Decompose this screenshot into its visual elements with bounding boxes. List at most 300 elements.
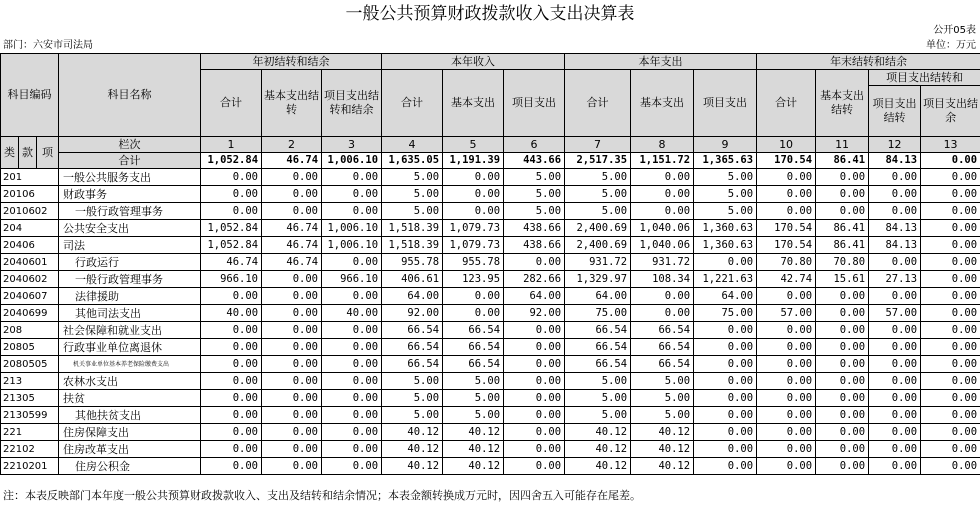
row-cell: 0.00 bbox=[504, 458, 565, 475]
row-cell: 0.00 bbox=[631, 305, 694, 322]
row-cell: 1,221.63 bbox=[694, 271, 757, 288]
row-cell: 0.00 bbox=[869, 356, 921, 373]
table-row bbox=[1, 220, 980, 237]
table-row bbox=[1, 186, 980, 203]
row-cell: 0.00 bbox=[694, 407, 757, 424]
total-cell: 1,635.05 bbox=[382, 153, 443, 169]
row-cell: 40.12 bbox=[443, 458, 504, 475]
row-cell: 46.74 bbox=[262, 254, 322, 271]
row-name: 社会保障和就业支出 bbox=[59, 322, 201, 339]
row-cell: 0.00 bbox=[201, 322, 262, 339]
row-cell: 0.00 bbox=[869, 186, 921, 203]
header-closing-total: 合计 bbox=[757, 70, 816, 137]
row-name: 住房改革支出 bbox=[59, 441, 201, 458]
row-cell: 0.00 bbox=[757, 322, 816, 339]
row-cell: 0.00 bbox=[504, 441, 565, 458]
header-income-basic: 基本支出 bbox=[443, 70, 504, 137]
row-cell: 40.12 bbox=[382, 441, 443, 458]
row-cell: 5.00 bbox=[382, 169, 443, 186]
row-cell: 0.00 bbox=[201, 407, 262, 424]
header-xiang: 项 bbox=[37, 137, 59, 169]
budget-table bbox=[0, 53, 980, 475]
row-cell: 1,518.39 bbox=[382, 237, 443, 254]
row-cell: 2,400.69 bbox=[565, 220, 631, 237]
footnote: 注：本表反映部门本年度一般公共预算财政拨款收入、支出及结转和结余情况；本表金额转换成万元时，因四舍五入可能存在尾差。 bbox=[3, 489, 641, 502]
row-cell: 0.00 bbox=[631, 186, 694, 203]
row-code: 2080505 bbox=[1, 356, 59, 373]
row-cell: 0.00 bbox=[262, 356, 322, 373]
row-code: 2040699 bbox=[1, 305, 59, 322]
row-cell: 0.00 bbox=[869, 458, 921, 475]
row-cell: 0.00 bbox=[757, 288, 816, 305]
row-name: 法律援助 bbox=[59, 288, 201, 305]
row-cell: 0.00 bbox=[757, 169, 816, 186]
header-income: 本年收入 bbox=[382, 54, 565, 70]
row-cell: 0.00 bbox=[694, 424, 757, 441]
row-code: 2010602 bbox=[1, 203, 59, 220]
row-cell: 46.74 bbox=[201, 254, 262, 271]
header-closing: 年末结转和结余 bbox=[757, 54, 980, 70]
row-cell: 86.41 bbox=[816, 237, 869, 254]
header-subject-name: 科目名称 bbox=[59, 54, 201, 137]
table-row bbox=[1, 237, 980, 254]
row-cell: 0.00 bbox=[201, 288, 262, 305]
col-number: 5 bbox=[443, 137, 504, 153]
row-cell: 0.00 bbox=[694, 458, 757, 475]
row-cell: 0.00 bbox=[262, 424, 322, 441]
row-cell: 0.00 bbox=[262, 441, 322, 458]
row-cell: 0.00 bbox=[201, 373, 262, 390]
total-cell: 1,006.10 bbox=[322, 153, 382, 169]
row-name: 司法 bbox=[59, 237, 201, 254]
row-cell: 0.00 bbox=[921, 203, 980, 220]
row-cell: 0.00 bbox=[816, 441, 869, 458]
table-row bbox=[1, 441, 980, 458]
row-cell: 5.00 bbox=[382, 407, 443, 424]
row-cell: 0.00 bbox=[816, 169, 869, 186]
row-cell: 0.00 bbox=[757, 186, 816, 203]
row-cell: 64.00 bbox=[694, 288, 757, 305]
row-code: 20106 bbox=[1, 186, 59, 203]
row-cell: 5.00 bbox=[631, 407, 694, 424]
row-cell: 40.12 bbox=[565, 441, 631, 458]
row-cell: 0.00 bbox=[504, 339, 565, 356]
row-cell: 0.00 bbox=[816, 305, 869, 322]
row-cell: 0.00 bbox=[504, 373, 565, 390]
col-number: 4 bbox=[382, 137, 443, 153]
row-cell: 66.54 bbox=[443, 322, 504, 339]
table-row bbox=[1, 458, 980, 475]
row-cell: 0.00 bbox=[262, 373, 322, 390]
row-cell: 5.00 bbox=[504, 203, 565, 220]
row-cell: 0.00 bbox=[921, 407, 980, 424]
row-cell: 40.00 bbox=[322, 305, 382, 322]
row-cell: 0.00 bbox=[694, 441, 757, 458]
col-number: 7 bbox=[565, 137, 631, 153]
row-cell: 0.00 bbox=[816, 458, 869, 475]
row-cell: 0.00 bbox=[869, 424, 921, 441]
header-expense-basic: 基本支出 bbox=[631, 70, 694, 137]
row-cell: 5.00 bbox=[504, 169, 565, 186]
row-cell: 0.00 bbox=[757, 356, 816, 373]
row-cell: 0.00 bbox=[694, 373, 757, 390]
row-name: 机关事业单位基本养老保险缴费支出 bbox=[59, 356, 201, 373]
row-cell: 46.74 bbox=[262, 237, 322, 254]
row-cell: 955.78 bbox=[382, 254, 443, 271]
row-cell: 0.00 bbox=[816, 356, 869, 373]
col-number: 2 bbox=[262, 137, 322, 153]
row-cell: 0.00 bbox=[322, 186, 382, 203]
table-row bbox=[1, 271, 980, 288]
row-cell: 0.00 bbox=[201, 203, 262, 220]
row-cell: 0.00 bbox=[757, 458, 816, 475]
row-cell: 438.66 bbox=[504, 237, 565, 254]
header-opening-basic: 基本支出结转 bbox=[262, 70, 322, 137]
row-cell: 0.00 bbox=[201, 169, 262, 186]
row-cell: 0.00 bbox=[262, 169, 322, 186]
row-name: 一般公共服务支出 bbox=[59, 169, 201, 186]
row-cell: 5.00 bbox=[382, 186, 443, 203]
row-cell: 66.54 bbox=[565, 356, 631, 373]
table-row bbox=[1, 424, 980, 441]
table-row bbox=[1, 407, 980, 424]
row-cell: 0.00 bbox=[816, 288, 869, 305]
row-cell: 66.54 bbox=[565, 322, 631, 339]
row-cell: 0.00 bbox=[322, 356, 382, 373]
row-cell: 0.00 bbox=[869, 441, 921, 458]
row-cell: 86.41 bbox=[816, 220, 869, 237]
row-code: 20406 bbox=[1, 237, 59, 254]
row-cell: 1,360.63 bbox=[694, 237, 757, 254]
header-expense-project: 项目支出 bbox=[694, 70, 757, 137]
total-row bbox=[1, 153, 980, 169]
row-cell: 66.54 bbox=[382, 322, 443, 339]
header-closing-project-carry: 项目支出结转 bbox=[869, 86, 921, 137]
row-cell: 1,518.39 bbox=[382, 220, 443, 237]
row-cell: 0.00 bbox=[757, 339, 816, 356]
row-cell: 0.00 bbox=[694, 339, 757, 356]
row-cell: 5.00 bbox=[443, 390, 504, 407]
row-cell: 0.00 bbox=[322, 322, 382, 339]
row-cell: 0.00 bbox=[921, 322, 980, 339]
row-cell: 0.00 bbox=[262, 288, 322, 305]
col-number: 10 bbox=[757, 137, 816, 153]
row-cell: 40.12 bbox=[382, 458, 443, 475]
row-name: 扶贫 bbox=[59, 390, 201, 407]
row-cell: 0.00 bbox=[631, 203, 694, 220]
row-cell: 0.00 bbox=[201, 356, 262, 373]
row-cell: 0.00 bbox=[201, 390, 262, 407]
row-cell: 0.00 bbox=[262, 203, 322, 220]
table-row bbox=[1, 373, 980, 390]
row-cell: 0.00 bbox=[201, 424, 262, 441]
total-cell: 1,151.72 bbox=[631, 153, 694, 169]
row-cell: 5.00 bbox=[565, 169, 631, 186]
row-cell: 1,006.10 bbox=[322, 220, 382, 237]
row-cell: 0.00 bbox=[921, 220, 980, 237]
row-cell: 64.00 bbox=[382, 288, 443, 305]
col-number: 1 bbox=[201, 137, 262, 153]
header-kuan: 款 bbox=[19, 137, 37, 169]
row-cell: 0.00 bbox=[504, 390, 565, 407]
row-cell: 64.00 bbox=[504, 288, 565, 305]
row-cell: 66.54 bbox=[565, 339, 631, 356]
row-code: 2040602 bbox=[1, 271, 59, 288]
row-cell: 0.00 bbox=[262, 305, 322, 322]
row-cell: 108.34 bbox=[631, 271, 694, 288]
col-number: 8 bbox=[631, 137, 694, 153]
row-cell: 0.00 bbox=[322, 458, 382, 475]
row-cell: 75.00 bbox=[565, 305, 631, 322]
row-cell: 1,329.97 bbox=[565, 271, 631, 288]
col-number: 13 bbox=[921, 137, 980, 153]
row-code: 221 bbox=[1, 424, 59, 441]
row-cell: 0.00 bbox=[322, 254, 382, 271]
row-code: 208 bbox=[1, 322, 59, 339]
row-cell: 5.00 bbox=[565, 186, 631, 203]
row-name: 住房公积金 bbox=[59, 458, 201, 475]
row-cell: 0.00 bbox=[921, 169, 980, 186]
row-cell: 0.00 bbox=[816, 373, 869, 390]
row-cell: 0.00 bbox=[816, 339, 869, 356]
row-cell: 0.00 bbox=[921, 373, 980, 390]
header-closing-basic: 基本支出结转 bbox=[816, 70, 869, 137]
row-cell: 40.12 bbox=[443, 424, 504, 441]
row-cell: 5.00 bbox=[631, 390, 694, 407]
row-code: 2130599 bbox=[1, 407, 59, 424]
table-row bbox=[1, 254, 980, 271]
row-cell: 0.00 bbox=[869, 169, 921, 186]
row-cell: 438.66 bbox=[504, 220, 565, 237]
row-cell: 66.54 bbox=[382, 356, 443, 373]
row-code: 2040601 bbox=[1, 254, 59, 271]
row-cell: 0.00 bbox=[322, 441, 382, 458]
row-cell: 1,360.63 bbox=[694, 220, 757, 237]
row-cell: 955.78 bbox=[443, 254, 504, 271]
row-cell: 40.12 bbox=[631, 458, 694, 475]
row-cell: 57.00 bbox=[757, 305, 816, 322]
row-cell: 0.00 bbox=[322, 203, 382, 220]
row-cell: 0.00 bbox=[201, 441, 262, 458]
row-cell: 5.00 bbox=[382, 203, 443, 220]
total-cell: 46.74 bbox=[262, 153, 322, 169]
table-row bbox=[1, 305, 980, 322]
row-cell: 170.54 bbox=[757, 237, 816, 254]
row-cell: 0.00 bbox=[921, 271, 980, 288]
row-cell: 0.00 bbox=[921, 305, 980, 322]
row-cell: 0.00 bbox=[443, 186, 504, 203]
table-row bbox=[1, 322, 980, 339]
header-closing-project-balance: 项目支出结余 bbox=[921, 86, 980, 137]
total-cell: 86.41 bbox=[816, 153, 869, 169]
row-cell: 66.54 bbox=[631, 322, 694, 339]
row-cell: 1,040.06 bbox=[631, 220, 694, 237]
row-cell: 0.00 bbox=[816, 407, 869, 424]
row-cell: 406.61 bbox=[382, 271, 443, 288]
row-cell: 0.00 bbox=[631, 288, 694, 305]
row-cell: 0.00 bbox=[694, 356, 757, 373]
row-cell: 66.54 bbox=[631, 339, 694, 356]
table-row bbox=[1, 203, 980, 220]
row-cell: 0.00 bbox=[504, 407, 565, 424]
col-number: 6 bbox=[504, 137, 565, 153]
row-cell: 0.00 bbox=[921, 237, 980, 254]
row-cell: 0.00 bbox=[921, 254, 980, 271]
row-cell: 66.54 bbox=[443, 339, 504, 356]
row-cell: 0.00 bbox=[757, 441, 816, 458]
row-cell: 75.00 bbox=[694, 305, 757, 322]
row-cell: 0.00 bbox=[757, 407, 816, 424]
row-cell: 0.00 bbox=[504, 424, 565, 441]
header-opening-total: 合计 bbox=[201, 70, 262, 137]
row-cell: 931.72 bbox=[565, 254, 631, 271]
total-cell: 2,517.35 bbox=[565, 153, 631, 169]
row-cell: 0.00 bbox=[869, 390, 921, 407]
row-cell: 40.12 bbox=[631, 424, 694, 441]
row-cell: 1,052.84 bbox=[201, 220, 262, 237]
row-cell: 0.00 bbox=[816, 186, 869, 203]
row-cell: 5.00 bbox=[565, 373, 631, 390]
row-cell: 5.00 bbox=[565, 407, 631, 424]
row-cell: 5.00 bbox=[694, 186, 757, 203]
row-cell: 40.12 bbox=[443, 441, 504, 458]
row-name: 一般行政管理事务 bbox=[59, 271, 201, 288]
row-cell: 0.00 bbox=[869, 322, 921, 339]
row-cell: 0.00 bbox=[262, 271, 322, 288]
row-name: 其他扶贫支出 bbox=[59, 407, 201, 424]
row-cell: 0.00 bbox=[322, 288, 382, 305]
row-cell: 0.00 bbox=[869, 254, 921, 271]
total-cell: 443.66 bbox=[504, 153, 565, 169]
total-cell: 84.13 bbox=[869, 153, 921, 169]
row-cell: 5.00 bbox=[504, 186, 565, 203]
header-lei: 类 bbox=[1, 137, 19, 169]
row-cell: 0.00 bbox=[757, 390, 816, 407]
row-cell: 5.00 bbox=[694, 203, 757, 220]
col-number: 9 bbox=[694, 137, 757, 153]
header-income-project: 项目支出 bbox=[504, 70, 565, 137]
row-cell: 931.72 bbox=[631, 254, 694, 271]
row-cell: 0.00 bbox=[504, 322, 565, 339]
table-row bbox=[1, 169, 980, 186]
row-cell: 40.12 bbox=[631, 441, 694, 458]
row-cell: 5.00 bbox=[565, 203, 631, 220]
row-cell: 0.00 bbox=[869, 373, 921, 390]
row-cell: 0.00 bbox=[631, 169, 694, 186]
row-cell: 1,052.84 bbox=[201, 237, 262, 254]
row-cell: 0.00 bbox=[869, 288, 921, 305]
row-cell: 0.00 bbox=[921, 339, 980, 356]
row-cell: 0.00 bbox=[921, 288, 980, 305]
total-cell: 1,191.39 bbox=[443, 153, 504, 169]
row-code: 22102 bbox=[1, 441, 59, 458]
row-cell: 5.00 bbox=[382, 373, 443, 390]
unit-label: 单位：万元 bbox=[926, 40, 976, 51]
row-cell: 70.80 bbox=[816, 254, 869, 271]
row-cell: 92.00 bbox=[382, 305, 443, 322]
row-cell: 0.00 bbox=[201, 339, 262, 356]
row-cell: 40.12 bbox=[565, 458, 631, 475]
row-cell: 0.00 bbox=[816, 390, 869, 407]
table-row bbox=[1, 339, 980, 356]
row-cell: 0.00 bbox=[504, 356, 565, 373]
row-cell: 5.00 bbox=[565, 390, 631, 407]
row-code: 2210201 bbox=[1, 458, 59, 475]
row-cell: 0.00 bbox=[694, 390, 757, 407]
department-label: 部门：六安市司法局 bbox=[3, 40, 93, 51]
col-number: 12 bbox=[869, 137, 921, 153]
row-cell: 46.74 bbox=[262, 220, 322, 237]
table-row bbox=[1, 288, 980, 305]
row-cell: 0.00 bbox=[921, 390, 980, 407]
row-name: 其他司法支出 bbox=[59, 305, 201, 322]
row-cell: 0.00 bbox=[757, 373, 816, 390]
row-cell: 123.95 bbox=[443, 271, 504, 288]
row-cell: 0.00 bbox=[921, 458, 980, 475]
total-label: 合计 bbox=[59, 153, 201, 169]
row-cell: 0.00 bbox=[694, 254, 757, 271]
row-cell: 66.54 bbox=[631, 356, 694, 373]
row-name: 行政事业单位离退休 bbox=[59, 339, 201, 356]
header-expense-total: 合计 bbox=[565, 70, 631, 137]
row-cell: 5.00 bbox=[382, 390, 443, 407]
table-row bbox=[1, 390, 980, 407]
row-cell: 282.66 bbox=[504, 271, 565, 288]
header-subject-code: 科目编码 bbox=[1, 54, 59, 137]
row-code: 20805 bbox=[1, 339, 59, 356]
row-cell: 0.00 bbox=[921, 424, 980, 441]
row-cell: 0.00 bbox=[504, 254, 565, 271]
row-cell: 0.00 bbox=[816, 424, 869, 441]
row-cell: 64.00 bbox=[565, 288, 631, 305]
row-cell: 57.00 bbox=[869, 305, 921, 322]
row-cell: 0.00 bbox=[694, 322, 757, 339]
row-cell: 5.00 bbox=[443, 373, 504, 390]
row-cell: 5.00 bbox=[443, 407, 504, 424]
row-cell: 0.00 bbox=[322, 424, 382, 441]
row-cell: 84.13 bbox=[869, 237, 921, 254]
header-opening: 年初结转和结余 bbox=[201, 54, 382, 70]
row-cell: 40.12 bbox=[382, 424, 443, 441]
row-cell: 0.00 bbox=[262, 322, 322, 339]
row-cell: 0.00 bbox=[443, 203, 504, 220]
row-cell: 0.00 bbox=[757, 203, 816, 220]
row-cell: 0.00 bbox=[262, 390, 322, 407]
row-cell: 0.00 bbox=[869, 203, 921, 220]
row-cell: 0.00 bbox=[921, 441, 980, 458]
total-cell: 0.00 bbox=[921, 153, 980, 169]
total-cell: 1,365.63 bbox=[694, 153, 757, 169]
row-cell: 15.61 bbox=[816, 271, 869, 288]
row-cell: 0.00 bbox=[322, 169, 382, 186]
row-cell: 0.00 bbox=[262, 407, 322, 424]
row-name: 行政运行 bbox=[59, 254, 201, 271]
row-code: 2040607 bbox=[1, 288, 59, 305]
row-cell: 0.00 bbox=[201, 458, 262, 475]
row-cell: 1,006.10 bbox=[322, 237, 382, 254]
row-cell: 0.00 bbox=[262, 186, 322, 203]
header-income-total: 合计 bbox=[382, 70, 443, 137]
row-cell: 966.10 bbox=[201, 271, 262, 288]
row-cell: 40.12 bbox=[565, 424, 631, 441]
row-cell: 0.00 bbox=[322, 339, 382, 356]
page-title: 一般公共预算财政拨款收入支出决算表 bbox=[345, 4, 635, 24]
row-cell: 1,079.73 bbox=[443, 237, 504, 254]
row-name: 农林水支出 bbox=[59, 373, 201, 390]
row-name: 一般行政管理事务 bbox=[59, 203, 201, 220]
table-row bbox=[1, 356, 980, 373]
row-cell: 966.10 bbox=[322, 271, 382, 288]
